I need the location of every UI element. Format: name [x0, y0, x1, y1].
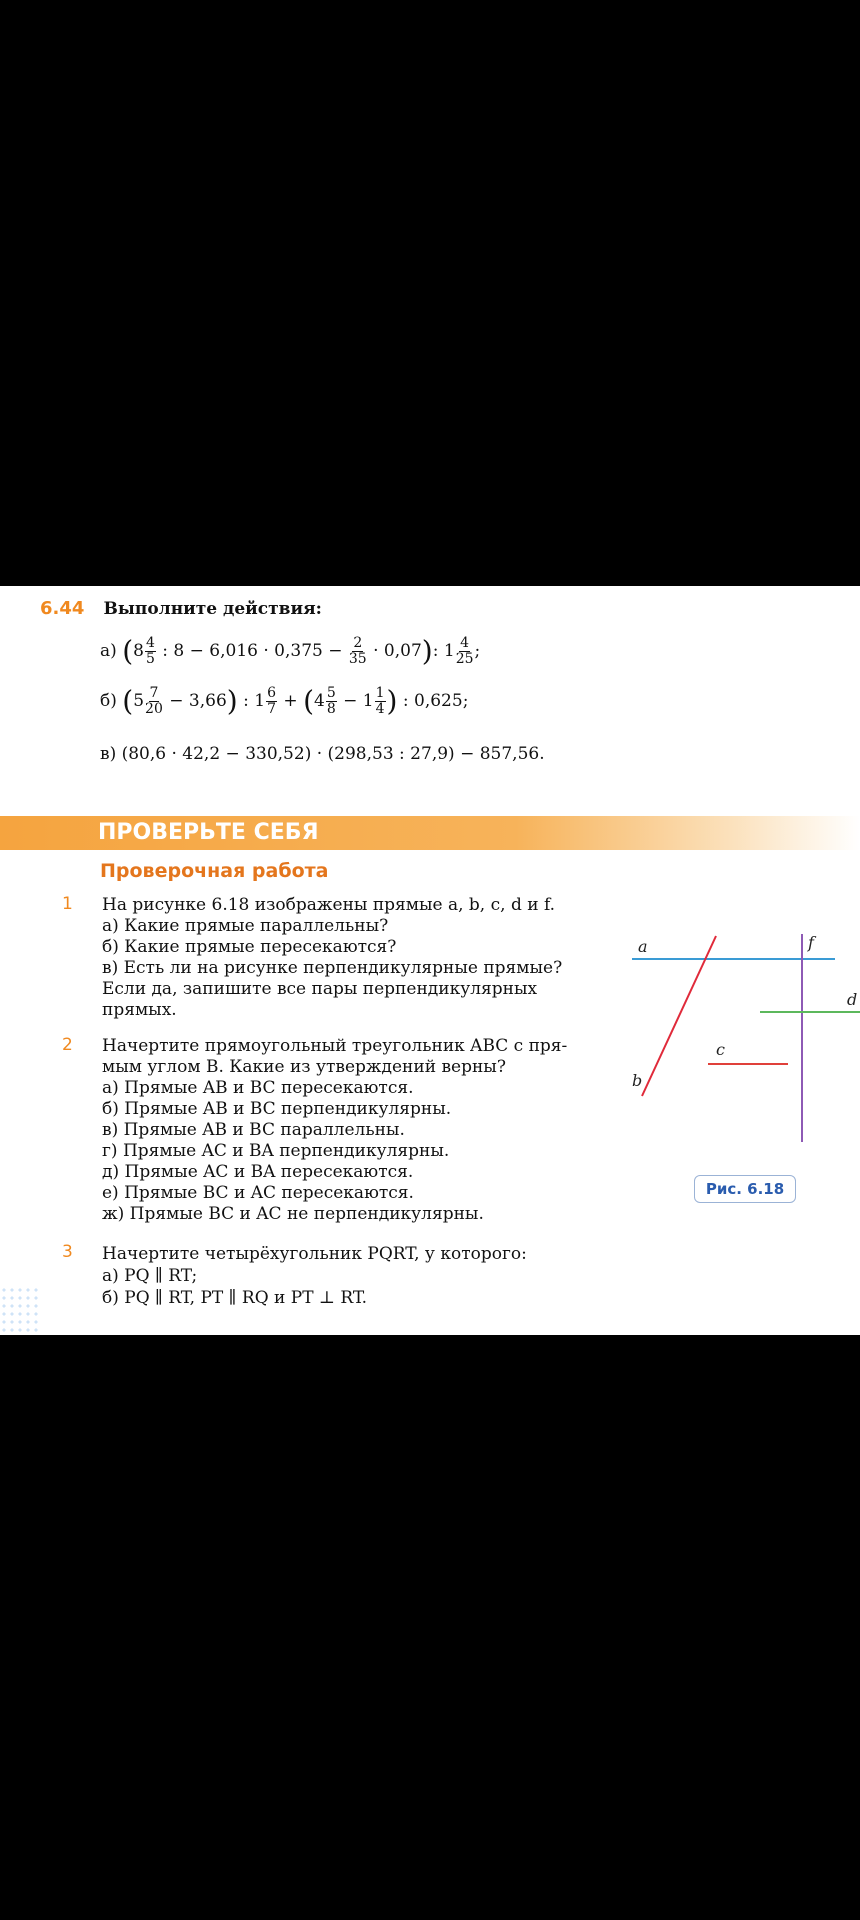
task-line: а) Прямые AB и BC пересекаются.: [102, 1078, 414, 1098]
task-number: 2: [62, 1035, 73, 1055]
expression-c: [100, 744, 545, 764]
banner-title: ПРОВЕРЬТЕ СЕБЯ: [98, 820, 319, 845]
expr-b-part: +: [283, 691, 298, 711]
task-line: Если да, запишите все пары перпендикулярных: [102, 979, 538, 999]
denominator: 35: [348, 651, 367, 667]
task-line: б) PQ ∥ RT, PT ∥ RQ и PT ⊥ RT.: [102, 1288, 368, 1308]
decorative-dots: [0, 1286, 40, 1334]
expr-a-part: 8: [133, 641, 144, 661]
paren-close: ): [226, 684, 238, 718]
expr-b-part: 4: [314, 691, 325, 711]
figure-caption: Рис. 6.18: [694, 1175, 796, 1203]
task-line: мым углом B. Какие из утверждений верны?: [102, 1057, 506, 1077]
paren-open: (: [303, 684, 314, 718]
section-subtitle: Проверочная работа: [100, 860, 329, 882]
expr-b-part: 5: [133, 691, 145, 711]
expr-a-part: · 0,07: [373, 641, 422, 661]
paren-close: ): [421, 634, 433, 668]
paren-open: (: [122, 634, 134, 668]
fraction: [349, 636, 367, 667]
textbook-page: [0, 586, 860, 1335]
figure-6-18: [620, 926, 860, 1166]
expr-b-part: : 1: [243, 691, 266, 711]
expression-b: [100, 686, 468, 717]
expr-a-part: : 1: [432, 641, 455, 661]
expression-a: [100, 636, 480, 667]
exercise-number: 6.44: [40, 598, 85, 619]
task-line: Начертите прямоугольный треугольник ABC с пря-: [102, 1036, 568, 1056]
numerator: 4: [460, 635, 470, 651]
task-line: а) Какие прямые параллельны?: [102, 916, 389, 936]
expr-a-part: ;: [474, 641, 481, 661]
expr-b-part: − 1: [343, 691, 374, 711]
task-line: На рисунке 6.18 изображены прямые a, b, c, d и f.: [102, 895, 556, 915]
paren-open: (: [122, 684, 134, 718]
task-line: а) PQ ∥ RT;: [102, 1266, 198, 1286]
numerator: 4: [145, 635, 155, 651]
fraction: [326, 686, 337, 717]
task-1: [102, 895, 562, 1021]
expr-b-part: : 0,625;: [402, 691, 469, 711]
exercise-title: Выполните действия:: [103, 599, 322, 619]
label-b: b: [632, 1071, 643, 1090]
label-c: c: [716, 1040, 725, 1059]
fraction: [266, 686, 277, 717]
task-number: 1: [62, 894, 73, 914]
task-line: Начертите четырёхугольник PQRT, у которого:: [102, 1244, 527, 1264]
task-line: в) Есть ли на рисунке перпендикулярные прямые?: [102, 958, 563, 978]
denominator: 5: [145, 651, 155, 667]
label-f: f: [808, 933, 814, 952]
expr-b-label: б): [100, 691, 117, 711]
expr-a-label: а): [100, 641, 117, 661]
task-number: 3: [62, 1242, 73, 1262]
expr-c-text: (80,6 · 42,2 − 330,52) · (298,53 : 27,9) − 857,56.: [121, 744, 545, 764]
paren-close: ): [386, 684, 398, 718]
task-line: б) Какие прямые пересекаются?: [102, 937, 397, 957]
fraction: [145, 636, 156, 667]
fraction: [456, 636, 474, 667]
task-line: ж) Прямые BC и AC не перпендикулярны.: [102, 1204, 484, 1224]
task-line: д) Прямые AC и BA пересекаются.: [102, 1162, 414, 1182]
denominator: 25: [455, 651, 474, 667]
task-line: прямых.: [102, 1000, 177, 1020]
exercise-header: [40, 598, 322, 619]
label-a: a: [638, 937, 648, 956]
task-line: г) Прямые AC и BA перпендикулярны.: [102, 1141, 450, 1161]
numerator: 6: [267, 685, 276, 701]
denominator: 8: [326, 701, 336, 717]
task-line: е) Прямые BC и AC пересекаются.: [102, 1183, 414, 1203]
expr-c-label: в): [100, 744, 117, 764]
task-line: в) Прямые AB и BC параллельны.: [102, 1120, 405, 1140]
fraction: [145, 686, 163, 717]
label-d: d: [847, 990, 858, 1009]
task-3: [102, 1243, 527, 1309]
numerator: 7: [149, 685, 159, 701]
numerator: 2: [353, 635, 363, 651]
expr-b-part: − 3,66: [169, 691, 227, 711]
denominator: 20: [145, 701, 163, 717]
task-2: [102, 1036, 567, 1225]
numerator: 1: [375, 685, 385, 701]
expr-a-part: : 8 − 6,016 · 0,375 −: [162, 641, 343, 661]
numerator: 5: [326, 685, 336, 701]
denominator: 4: [375, 701, 385, 717]
denominator: 7: [267, 701, 276, 717]
task-line: б) Прямые AB и BC перпендикулярны.: [102, 1099, 452, 1119]
fraction: [375, 686, 386, 717]
